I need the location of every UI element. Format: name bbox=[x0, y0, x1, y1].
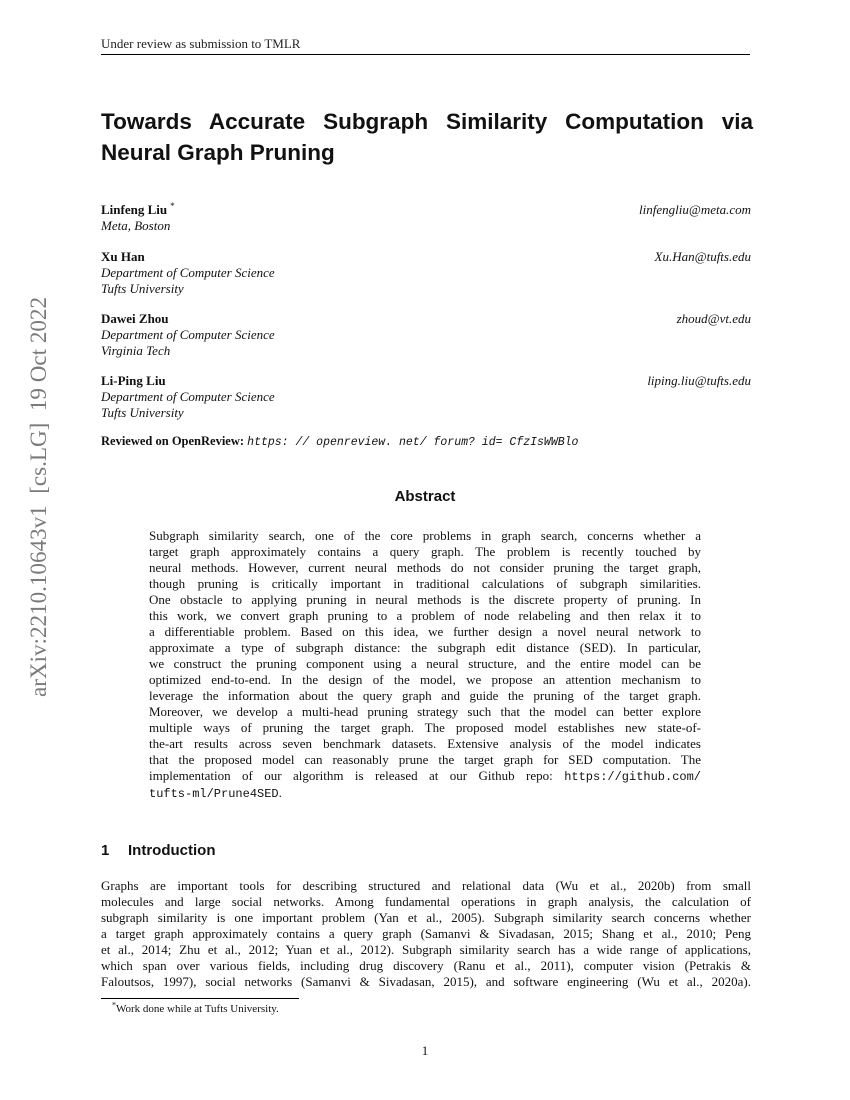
author-affiliation: Department of Computer Science bbox=[101, 389, 275, 404]
author-block-1 bbox=[101, 202, 751, 234]
section-number: 1 bbox=[101, 842, 110, 859]
abstract-line: optimized end-to-end. In the design of the model, we propose an attention mechanism to bbox=[149, 672, 701, 687]
abstract-last-line bbox=[149, 785, 701, 802]
abstract-line-with-repo bbox=[149, 768, 701, 785]
title-line-2: Neural Graph Pruning bbox=[101, 140, 335, 165]
header-rule bbox=[101, 54, 750, 55]
section-heading bbox=[101, 842, 215, 859]
abstract-line: the-art results across seven benchmark datasets. Extensive analysis of the model indicates bbox=[149, 736, 701, 751]
abstract-line: Subgraph similarity search, one of the core problems in graph search, concerns whether a bbox=[149, 528, 701, 543]
author-name: Linfeng Liu bbox=[101, 202, 168, 217]
abstract-final-period: . bbox=[278, 785, 282, 800]
author-email: liping.liu@tufts.edu bbox=[647, 373, 751, 388]
author-affiliation: Department of Computer Science bbox=[101, 265, 275, 280]
abstract-line: approximate a type of subgraph distance: the subgraph edit distance (SED). In particular, bbox=[149, 640, 701, 655]
author-email: Xu.Han@tufts.edu bbox=[654, 249, 751, 264]
abstract-line: though pruning is critically important in traditional calculations of subgraph similarities. bbox=[149, 576, 701, 591]
abstract-repo-prefix: implementation of our algorithm is released at our Github repo: bbox=[149, 768, 553, 783]
author-block-2 bbox=[101, 249, 751, 297]
author-affiliation: Department of Computer Science bbox=[101, 327, 275, 342]
author-block-3 bbox=[101, 311, 751, 359]
abstract-body bbox=[149, 528, 701, 802]
abstract-line: this work, we convert graph pruning to a problem of node relabeling and then relax it to bbox=[149, 608, 701, 623]
author-affiliation: Tufts University bbox=[101, 405, 184, 420]
running-head: Under review as submission to TMLR bbox=[101, 36, 301, 51]
footnote-rule bbox=[101, 998, 299, 999]
section-title: Introduction bbox=[128, 842, 216, 859]
author-name: Xu Han bbox=[101, 249, 145, 264]
abstract-line: target graph approximately contains a query graph. The problem is recently touched by bbox=[149, 544, 701, 559]
introduction-body bbox=[101, 878, 751, 990]
github-repo-link-part2[interactable]: tufts-ml/Prune4SED bbox=[149, 787, 279, 801]
author-affiliation: Meta, Boston bbox=[101, 218, 171, 233]
abstract-line: we construct the pruning component using a neural structure, and the entire model can be bbox=[149, 656, 701, 671]
reviewed-line bbox=[101, 434, 578, 449]
github-repo-link-part1[interactable]: https://github.com/ bbox=[564, 770, 702, 784]
reviewed-label: Reviewed on OpenReview: bbox=[101, 434, 245, 448]
abstract-line: One obstacle to applying pruning in neural methods is the discrete property of pruning. In bbox=[149, 592, 701, 607]
intro-line: molecules and large social networks. Among fundamental operations in graph analysis, the calculation of bbox=[101, 894, 751, 909]
paper-title bbox=[101, 106, 753, 168]
abstract-line: a differentiable problem. Based on this idea, we further design a novel neural network to bbox=[149, 624, 701, 639]
author-name: Dawei Zhou bbox=[101, 311, 169, 326]
author-affiliation: Virginia Tech bbox=[101, 343, 171, 358]
author-affiliation: Tufts University bbox=[101, 281, 184, 296]
intro-line: Graphs are important tools for describing structured and relational data (Wu et al., 2020b) from small bbox=[101, 878, 751, 893]
author-email: zhoud@vt.edu bbox=[676, 311, 751, 326]
openreview-link[interactable]: https: // openreview. net/ forum? id= CfzIsWWBlo bbox=[247, 436, 579, 449]
intro-line: et al., 2014; Zhu et al., 2012; Yuan et al., 2012). Subgraph similarity search has a wide range of applications, bbox=[101, 942, 751, 957]
title-line-1: Towards Accurate Subgraph Similarity Computation via bbox=[101, 109, 753, 134]
author-block-4 bbox=[101, 373, 751, 421]
abstract-line: Moreover, we develop a multi-head pruning strategy such that the model can better explore bbox=[149, 704, 701, 719]
footnote-text: Work done while at Tufts University. bbox=[116, 1003, 279, 1015]
arxiv-stamp-text: arXiv:2210.10643v1 [cs.LG] 19 Oct 2022 bbox=[26, 298, 51, 697]
intro-line: a target graph approximately contains a query graph (Samanvi & Sivadasan, 2015; Shang et al., 2010; Peng bbox=[101, 926, 751, 941]
author-email: linfengliu@meta.com bbox=[639, 202, 751, 217]
abstract-heading: Abstract bbox=[394, 488, 456, 505]
intro-line: subgraph similarity is one important problem (Yan et al., 2005). Subgraph similarity search concerns whether bbox=[101, 910, 751, 925]
abstract-line: that the proposed model can reasonably prune the target graph for SED computation. The bbox=[149, 752, 701, 767]
footnote-mark: * bbox=[112, 1000, 116, 1010]
abstract-line: neural methods. However, current neural methods do not consider pruning the target graph, bbox=[149, 560, 701, 575]
abstract-line: multiple ways of pruning the target graph. The proposed model establishes new state-of- bbox=[149, 720, 701, 735]
intro-line: Faloutsos, 1997), social networks (Samanvi & Sivadasan, 2015), and software engineering (Wu et al., 2020a). bbox=[101, 974, 751, 989]
abstract-line: leverage the information about the query graph and guide the pruning of the target graph. bbox=[149, 688, 701, 703]
page-number: 1 bbox=[421, 1043, 429, 1058]
intro-line: which span over various fields, including drug discovery (Ranu et al., 2011), computer vision (Petrakis & bbox=[101, 958, 751, 973]
author-footnote-mark: * bbox=[170, 200, 175, 211]
author-name: Li-Ping Liu bbox=[101, 373, 166, 388]
footnote bbox=[112, 1000, 279, 1015]
